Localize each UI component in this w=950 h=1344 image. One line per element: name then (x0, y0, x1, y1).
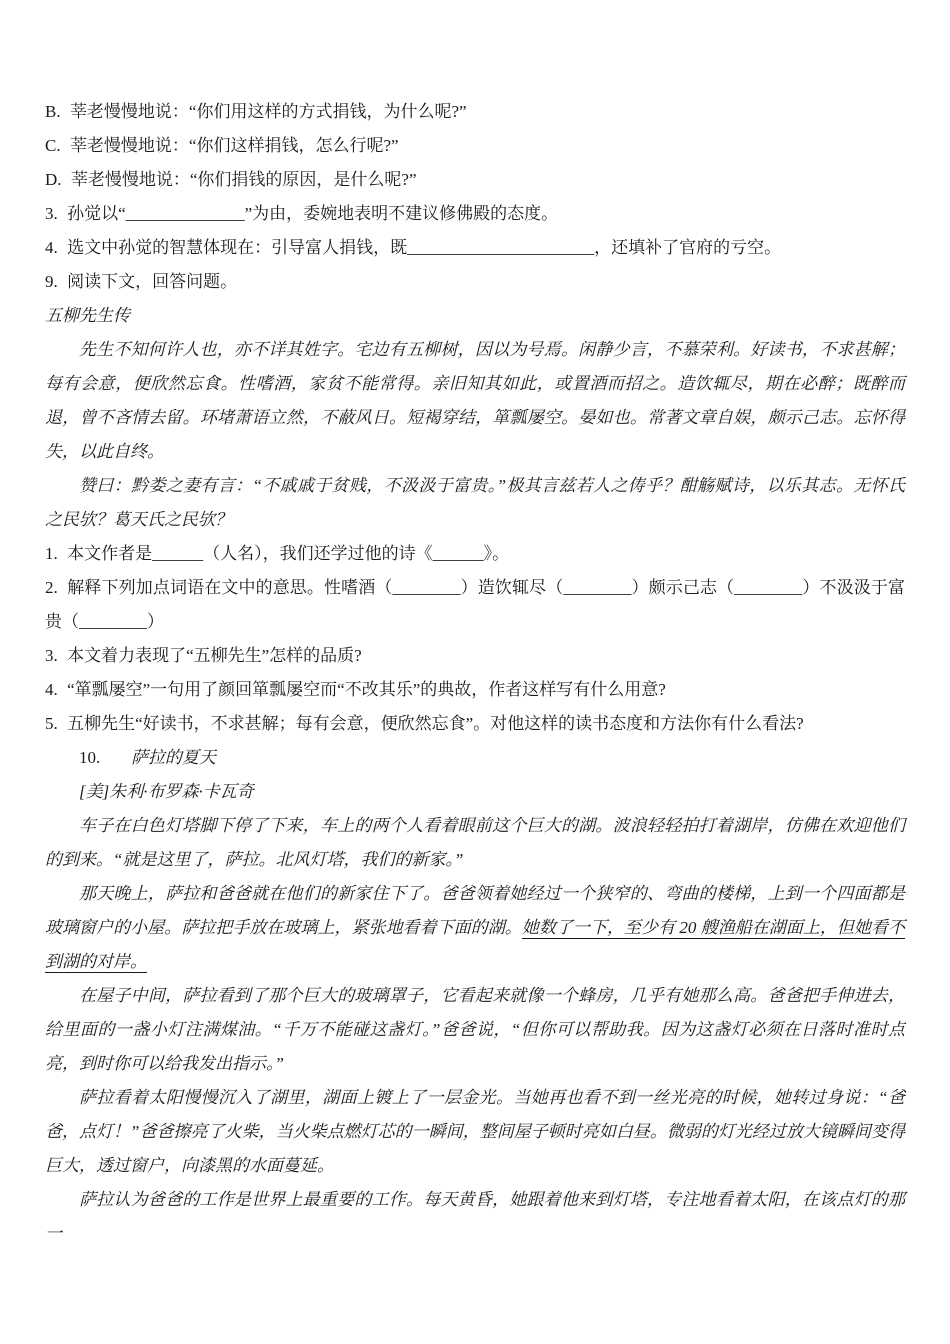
question-9-prompt (45, 265, 905, 299)
wuliu-paragraph-1: 先生不知何许人也，亦不详其姓字。宅边有五柳树，因以为号焉。闲静少言，不慕荣利。好读书，不求甚解；每有会意，便欣然忘食。性嗜酒，家贫不能常得。亲旧知其如此，或置酒而招之。造饮辄尽，期在必醉；既醉而退，曾不吝情去留。环堵萧语立然，不蔽风日。短褐穿结，箪瓢屡空。晏如也。常著文章自娱，颇示己志。忘怀得失，以此自终。 (45, 340, 905, 461)
option-d (45, 163, 905, 197)
option-c-label: C. (45, 136, 61, 155)
wuliu-q1-label: 1. (45, 544, 58, 563)
passage-title-sara: 萨拉的夏天 (130, 748, 216, 767)
wuliu-question-4 (45, 673, 905, 707)
sara-author: [美]朱利·布罗森·卡瓦奇 (79, 782, 254, 801)
sara-number: 10. (79, 748, 101, 767)
question-9-text: 阅读下文，回答问题。 (67, 272, 238, 291)
wuliu-question-1 (45, 537, 905, 571)
option-b-label: B. (45, 102, 61, 121)
option-b-text: 莘老慢慢地说：“你们用这样的方式捐钱，为什么呢?” (69, 102, 467, 121)
option-c-text: 莘老慢慢地说：“你们这样捐钱，怎么行呢?” (69, 136, 399, 155)
sara-paragraph-5: 萨拉认为爸爸的工作是世界上最重要的工作。每天黄昏，她跟着他来到灯塔，专注地看着太阳，在该点灯的那一 (45, 1190, 905, 1243)
passage-title-wuliu: 五柳先生传 (45, 306, 130, 325)
sara-title-line (45, 741, 905, 775)
question-4-label: 4. (45, 238, 58, 257)
question-4-sunjue (45, 231, 905, 265)
sara-paragraph-2-normal: 那天晚上，萨拉和爸爸就在他们的新家住下了。爸爸领着她经过一个狭窄的、弯曲的楼梯，上到一个四面都是玻璃窗户的小屋。萨拉把手放在玻璃上，紧张地看着下面的湖。 (45, 884, 905, 937)
wuliu-q2-text: 解释下列加点词语在文中的意思。性嗜酒（________）造饮辄尽（________）颇示己志（________）不汲汲于富贵（________） (45, 578, 905, 631)
option-c (45, 129, 905, 163)
wuliu-question-2 (45, 571, 905, 639)
sara-paragraph-1: 车子在白色灯塔脚下停了下来，车上的两个人看着眼前这个巨大的湖。波浪轻轻拍打着湖岸，仿佛在欢迎他们的到来。“就是这里了，萨拉。北风灯塔，我们的新家。” (45, 816, 905, 869)
question-9-label: 9. (45, 272, 58, 291)
wuliu-q2-label: 2. (45, 578, 58, 597)
question-3-label: 3. (45, 204, 58, 223)
option-b (45, 95, 905, 129)
sara-paragraph-4: 萨拉看着太阳慢慢沉入了湖里，湖面上镀上了一层金光。当她再也看不到一丝光亮的时候，她转过身说：“爸爸，点灯！”爸爸擦亮了火柴，当火柴点燃灯芯的一瞬间，整间屋子顿时亮如白昼。微弱的灯光经过放大镜瞬间变得巨大，透过窗户，向漆黑的水面蔓延。 (45, 1088, 905, 1175)
sara-paragraph-3: 在屋子中间，萨拉看到了那个巨大的玻璃罩子，它看起来就像一个蜂房，几乎有她那么高。爸爸把手伸进去， 给里面的一盏小灯注满煤油。“千万不能碰这盏灯。”爸爸说，“但你可以帮助我。因为这盏灯必须在日落时准时点亮，到时你可以给我发出指示。” (45, 986, 905, 1073)
wuliu-q4-label: 4. (45, 680, 58, 699)
wuliu-q4-text: “箪瓢屡空”一句用了颜回箪瓢屡空而“不改其乐”的典故，作者这样写有什么用意? (67, 680, 666, 699)
wuliu-q1-text: 本文作者是______（人名），我们还学过他的诗《______》。 (67, 544, 510, 563)
wuliu-q5-text: 五柳先生“好读书，不求甚解；每有会意，便欣然忘食”。对他这样的读书态度和方法你有什么看法? (67, 714, 804, 733)
wuliu-q3-label: 3. (45, 646, 58, 665)
question-4-text: 选文中孙觉的智慧体现在：引导富人捐钱，既______________________，还填补了官府的亏空。 (67, 238, 782, 257)
option-d-text: 莘老慢慢地说：“你们捐钱的原因，是什么呢?” (70, 170, 417, 189)
wuliu-question-3 (45, 639, 905, 673)
question-3-sunjue (45, 197, 905, 231)
question-3-text: 孙觉以“______________”为由，委婉地表明不建议修佛殿的态度。 (67, 204, 559, 223)
wuliu-paragraph-2: 赞曰：黔娄之妻有言：“不戚戚于贫贱，不汲汲于富贵。”极其言兹若人之俦乎？酣觞赋诗，以乐其志。无怀氏之民欤？葛天氏之民欤？ (45, 476, 905, 529)
option-d-label: D. (45, 170, 62, 189)
wuliu-q5-label: 5. (45, 714, 58, 733)
wuliu-question-5 (45, 707, 905, 741)
sara-paragraph-2 (45, 877, 905, 979)
sara-paragraph-2-underlined: 她数了一下，至少有 20 艘渔船在湖面上，但她看不到湖的对岸。 (45, 918, 906, 971)
wuliu-q3-text: 本文着力表现了“五柳先生”怎样的品质? (67, 646, 362, 665)
